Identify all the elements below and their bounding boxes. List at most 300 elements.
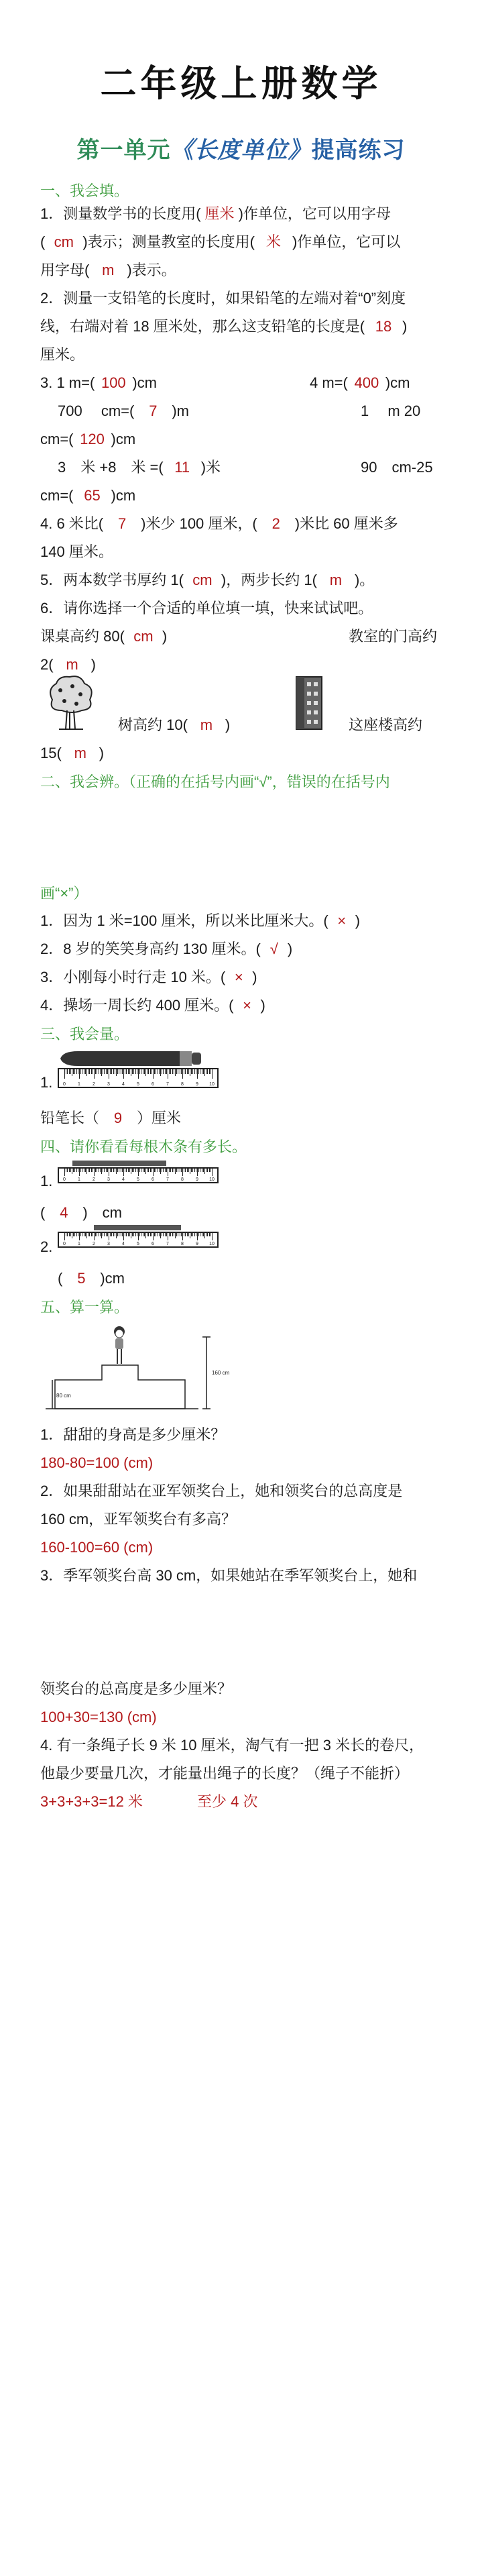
ruler-tick (150, 1169, 151, 1172)
ruler-tick (107, 1069, 108, 1074)
q3-row-4b: 90 cm-25 (361, 459, 433, 476)
ruler-tick-label: 4 (122, 1242, 125, 1246)
ruler-stick-2 (58, 1232, 219, 1248)
ruler-tick (144, 1233, 145, 1236)
ruler-tick (204, 1233, 205, 1238)
ruler-tick (132, 1069, 133, 1074)
ruler-tick-label: 2 (93, 1177, 95, 1182)
ruler-tick (139, 1169, 140, 1172)
stick-1-length: ( 4 ) cm (40, 1204, 122, 1221)
ruler-tick (76, 1233, 77, 1236)
ruler-tick-label: 5 (137, 1082, 139, 1087)
ruler-tick (145, 1233, 146, 1238)
ruler-tick (159, 1169, 160, 1172)
ruler-tick (185, 1233, 186, 1236)
ruler-tick (106, 1069, 107, 1074)
ruler-tick-label: 6 (152, 1082, 154, 1087)
ruler-tick (89, 1233, 90, 1236)
ruler-tick (123, 1069, 124, 1079)
calc-q3-line-1: 3．季军领奖台高 30 cm，如果她站在季军领奖台上，她和 (40, 1567, 418, 1584)
ruler-tick (104, 1233, 105, 1236)
ruler-tick (153, 1069, 154, 1079)
ruler-tick-label: 6 (152, 1242, 154, 1246)
ruler-tick (86, 1233, 87, 1238)
ruler-tick (64, 1233, 65, 1240)
ruler-tick (117, 1069, 118, 1074)
ruler-tick (187, 1169, 188, 1172)
calc-q2-line-1: 2．如果甜甜站在亚军领奖台上，她和领奖台的总高度是 (40, 1483, 403, 1499)
ruler-tick (169, 1069, 170, 1074)
ruler-tick (80, 1169, 81, 1172)
q3-row-1a: 3. 1 m=( 100 )cm (40, 374, 157, 391)
q3-row-5: cm=( 65 )cm (40, 487, 136, 504)
ruler-tick (204, 1169, 205, 1174)
ruler-tick (181, 1233, 182, 1236)
q6-door-a: 教室的门高约 (349, 628, 438, 645)
ruler-tick (133, 1233, 134, 1236)
ruler-tick-label: 4 (122, 1082, 125, 1087)
ruler-tick (188, 1169, 189, 1172)
page-subtitle (0, 131, 482, 164)
ruler-tick-label: 6 (152, 1177, 154, 1182)
ruler-tick (117, 1233, 118, 1236)
ruler-tick-label: 1 (78, 1242, 80, 1246)
ruler-tick (123, 1233, 124, 1240)
ruler-tick (89, 1069, 90, 1074)
q6-door-b: 2( m ) (40, 656, 96, 673)
ruler-tick (194, 1233, 195, 1236)
ruler-tick (129, 1233, 130, 1236)
ruler-tick-label: 8 (181, 1242, 184, 1246)
ruler-tick (203, 1169, 204, 1172)
ruler-tick (148, 1169, 149, 1172)
ruler-tick (79, 1233, 80, 1240)
ruler-tick-label: 0 (63, 1177, 66, 1182)
ruler-tick (144, 1069, 145, 1074)
calc-q3-line-2: 领奖台的总高度是多少厘米？ (40, 1680, 233, 1697)
ruler-tick (192, 1233, 193, 1236)
ruler-tick (198, 1169, 199, 1172)
ruler-tick (197, 1169, 198, 1176)
ruler-tick (126, 1233, 127, 1236)
ruler-tick (163, 1169, 164, 1172)
ruler-tick (94, 1233, 95, 1240)
ruler-tick (113, 1069, 114, 1074)
ruler-tick-label: 10 (209, 1082, 215, 1087)
ruler-tick (86, 1069, 87, 1076)
ruler-tick (128, 1169, 129, 1172)
ruler-tick (67, 1069, 68, 1074)
ruler-tick (73, 1233, 74, 1236)
ruler-tick (73, 1069, 74, 1074)
ruler-tick-label: 0 (63, 1082, 66, 1087)
ruler-tick (76, 1169, 77, 1172)
ruler-tick (126, 1169, 127, 1172)
q5-line: 5．两本数学书厚约 1( cm )，两步长约 1( m )。 (40, 572, 375, 588)
q6-building-b: 15( m ) (40, 745, 105, 761)
q3-row-4a: 3 米 +8 米 =( 11 )米 (58, 459, 221, 476)
ruler-tick (94, 1069, 95, 1079)
pencil-length: 铅笔长（ 9 ）厘米 (40, 1110, 182, 1126)
ruler-tick (113, 1169, 114, 1172)
ruler-tick (166, 1069, 167, 1074)
ruler-tick (91, 1233, 92, 1236)
ruler-tick (104, 1169, 105, 1172)
ruler-tick-label: 7 (166, 1177, 169, 1182)
ruler-tick (85, 1233, 86, 1236)
ruler-tick (170, 1169, 171, 1172)
ruler-tick (210, 1233, 211, 1236)
ruler-tick (159, 1069, 160, 1074)
ruler-tick (188, 1233, 189, 1236)
calc-a4-sum: 3+3+3+3=12 米 (40, 1793, 143, 1810)
ruler-tick (135, 1169, 136, 1172)
ruler-tick (79, 1069, 80, 1079)
q4-line-2: 140 厘米。 (40, 543, 113, 560)
ruler-tick (122, 1233, 123, 1236)
calc-q1: 1．甜甜的身高是多少厘米？ (40, 1426, 226, 1443)
q1-line-2: ( cm )表示；测量教室的长度用( 米 )作单位，它可以 (40, 233, 401, 250)
calc-a4-count: 至少 4 次 (197, 1793, 258, 1810)
tree-icon (43, 673, 98, 731)
ruler-tick-label: 1 (78, 1177, 80, 1182)
ruler-tick (128, 1069, 129, 1074)
ruler-tick (191, 1233, 192, 1236)
ruler-tick-label: 0 (63, 1242, 66, 1246)
ruler-tick (70, 1233, 71, 1236)
ruler-tick (100, 1069, 101, 1074)
q2-line-2: 线，右端对着 18 厘米处，那么这支铅笔的长度是( 18 ) (40, 318, 408, 335)
ruler-tick (197, 1233, 198, 1240)
ruler-tick (209, 1169, 210, 1172)
ruler-tick (153, 1233, 154, 1240)
wood-stick-1 (72, 1161, 166, 1166)
ruler-tick-label: 5 (137, 1177, 139, 1182)
ruler-tick-label: 9 (196, 1082, 198, 1087)
ruler-tick-label: 2 (93, 1242, 95, 1246)
q3-row-2b: 1 m 20 (361, 402, 421, 419)
ruler-tick (212, 1069, 213, 1079)
ruler-tick-label: 5 (137, 1242, 139, 1246)
section-3-heading: 三、我会量。 (40, 1026, 129, 1042)
ruler-tick (106, 1233, 107, 1236)
ruler-tick (69, 1169, 70, 1172)
ruler-tick (197, 1069, 198, 1079)
ruler-tick (67, 1233, 68, 1236)
ruler-tick-label: 7 (166, 1242, 169, 1246)
ruler-tick (165, 1233, 166, 1236)
ruler-tick (76, 1069, 77, 1074)
q2-line-1: 2．测量一支铅笔的长度时，如果铅笔的左端对着“0”刻度 (40, 290, 406, 307)
ruler-tick (110, 1169, 111, 1172)
q3-row-1b: 4 m=( 400 )cm (310, 374, 410, 391)
ruler-tick (198, 1233, 199, 1236)
ruler-tick (176, 1169, 177, 1172)
ruler-tick (113, 1233, 114, 1236)
ruler-tick (80, 1069, 81, 1074)
judge-1: 1．因为 1 米=100 厘米，所以米比厘米大。( × ) (40, 912, 361, 929)
ruler-stick-1 (58, 1167, 219, 1183)
judge-2: 2．8 岁的笑笑身高约 130 厘米。( √ ) (40, 941, 293, 957)
ruler-tick (170, 1069, 171, 1074)
ruler-tick (192, 1069, 193, 1074)
stick-1-number: 1. (40, 1173, 53, 1189)
ruler-tick (73, 1169, 74, 1172)
ruler-tick (138, 1169, 139, 1176)
ruler-tick (139, 1069, 140, 1074)
ruler-tick (74, 1169, 75, 1172)
ruler-tick (182, 1169, 183, 1176)
ruler-tick-label: 4 (122, 1177, 125, 1182)
ruler-tick (110, 1069, 111, 1074)
ruler-tick (207, 1169, 208, 1172)
q3-row-3: cm=( 120 )cm (40, 431, 136, 447)
ruler-tick (95, 1069, 96, 1074)
ruler-tick (117, 1169, 118, 1172)
ruler-tick (203, 1233, 204, 1236)
ruler-tick (116, 1169, 117, 1174)
subtitle-topic: 《长度单位》 (170, 138, 312, 163)
ruler-tick (191, 1169, 192, 1172)
ruler-tick (69, 1233, 70, 1236)
building-icon (294, 673, 324, 731)
ruler-tick (172, 1233, 173, 1236)
stick-2-number: 2. (40, 1238, 53, 1255)
ruler-tick (85, 1069, 86, 1074)
ruler-tick (153, 1169, 154, 1176)
calc-a1: 180-80=100 (cm) (40, 1454, 154, 1471)
calc-q4-line-1: 4. 有一条绳子长 9 米 10 厘米，淘气有一把 3 米长的卷尺， (40, 1737, 424, 1754)
ruler-tick (107, 1169, 108, 1172)
ruler-tick (107, 1233, 108, 1236)
ruler-tick (165, 1069, 166, 1074)
ruler-tick (133, 1069, 134, 1074)
ruler-tick (132, 1169, 133, 1172)
ruler-tick (70, 1069, 71, 1074)
ruler-tick (122, 1069, 123, 1074)
ruler-tick (172, 1169, 173, 1172)
ruler-tick-label: 8 (181, 1082, 184, 1087)
ruler-tick (170, 1233, 171, 1236)
ruler-tick (165, 1169, 166, 1172)
page-title: 二年级上册数学 (100, 64, 382, 104)
ruler-tick (181, 1169, 182, 1172)
ruler-tick (67, 1169, 68, 1172)
ruler-tick-label: 10 (209, 1177, 215, 1182)
ruler-tick (185, 1169, 186, 1172)
ruler-tick-label: 2 (93, 1082, 95, 1087)
ruler-tick (159, 1233, 160, 1236)
ruler-tick (163, 1069, 164, 1074)
ruler-tick-label: 9 (196, 1242, 198, 1246)
section-1-heading: 一、我会填。 (40, 182, 129, 199)
subtitle-unit: 第一单元 (76, 138, 171, 163)
q6-building-a: 这座楼高约 (349, 716, 423, 733)
ruler-tick (85, 1169, 86, 1172)
ruler-tick (175, 1069, 176, 1076)
stick-2-length: ( 5 )cm (58, 1270, 125, 1287)
label-80cm: 80 cm (56, 1393, 71, 1399)
ruler-tick (104, 1069, 105, 1074)
ruler-tick (194, 1069, 195, 1074)
ruler-tick (187, 1233, 188, 1236)
ruler-tick (150, 1069, 151, 1074)
q1-line-3: 用字母( m )表示。 (40, 262, 176, 278)
ruler-tick (94, 1169, 95, 1176)
ruler-tick (160, 1169, 161, 1174)
ruler-tick-label: 10 (209, 1242, 215, 1246)
ruler-tick (106, 1169, 107, 1172)
q6-intro: 6．请你选择一个合适的单位填一填，快来试试吧。 (40, 600, 373, 616)
pencil-icon (58, 1050, 205, 1067)
ruler-tick (111, 1233, 112, 1236)
q6-desk: 课桌高约 80( cm ) (40, 628, 168, 645)
q3-row-2a: 700 cm=( 7 )m (58, 402, 189, 419)
ruler-tick (101, 1233, 102, 1238)
ruler-tick (123, 1169, 124, 1176)
wood-stick-2 (94, 1225, 181, 1230)
ruler-tick (80, 1233, 81, 1236)
ruler-tick (148, 1069, 149, 1074)
section-4-heading: 四、请你看看每根木条有多长。 (40, 1138, 247, 1155)
ruler-tick (207, 1069, 208, 1074)
ruler-tick (70, 1169, 71, 1172)
ruler-tick (166, 1169, 167, 1172)
calc-a3: 100+30=130 (cm) (40, 1709, 157, 1725)
ruler-tick (74, 1233, 75, 1236)
ruler-tick (175, 1233, 176, 1238)
ruler-tick-label: 9 (196, 1177, 198, 1182)
ruler-tick (122, 1169, 123, 1172)
ruler-tick (166, 1233, 167, 1236)
ruler-tick (135, 1233, 136, 1236)
ruler-tick (212, 1169, 213, 1176)
judge-3: 3．小刚每小时行走 10 米。( × ) (40, 969, 257, 985)
ruler-tick (181, 1069, 182, 1074)
ruler-tick (209, 1233, 210, 1236)
ruler-tick (150, 1233, 151, 1236)
ruler-pencil (58, 1068, 219, 1088)
q1-line-1: 1．测量数学书的长度用( 厘米 )作单位，它可以用字母 (40, 205, 391, 222)
ruler-tick (192, 1169, 193, 1172)
ruler-tick (188, 1069, 189, 1074)
ruler-tick (209, 1069, 210, 1074)
ruler-tick (110, 1233, 111, 1236)
ruler-tick (95, 1169, 96, 1172)
ruler-tick (175, 1169, 176, 1174)
calc-q2-line-2: 160 cm，亚军领奖台有多高？ (40, 1511, 237, 1527)
ruler-tick (163, 1233, 164, 1236)
ruler-tick (111, 1169, 112, 1172)
measure-1-number: 1. (40, 1074, 53, 1091)
ruler-tick (74, 1069, 75, 1074)
ruler-tick (133, 1169, 134, 1172)
judge-4: 4．操场一周长约 400 厘米。( × ) (40, 997, 265, 1014)
ruler-tick (101, 1069, 102, 1076)
ruler-tick-label: 3 (107, 1082, 110, 1087)
ruler-tick (144, 1169, 145, 1172)
ruler-tick (212, 1233, 213, 1240)
ruler-tick (128, 1233, 129, 1236)
ruler-tick (95, 1233, 96, 1236)
ruler-tick (129, 1069, 130, 1074)
ruler-tick (132, 1233, 133, 1236)
ruler-tick (101, 1169, 102, 1174)
ruler-tick (69, 1069, 70, 1074)
ruler-tick-label: 1 (78, 1082, 80, 1087)
ruler-tick (64, 1069, 65, 1079)
ruler-tick (100, 1169, 101, 1172)
q4-line-1: 4. 6 米比( 7 )米少 100 厘米，( 2 )米比 60 厘米多 (40, 515, 398, 532)
ruler-tick (138, 1233, 139, 1240)
ruler-tick (172, 1069, 173, 1074)
podium-figure (44, 1325, 245, 1412)
label-160cm: 160 cm (212, 1370, 230, 1376)
ruler-tick (135, 1069, 136, 1074)
calc-a2: 160-100=60 (cm) (40, 1539, 154, 1556)
ruler-tick-label: 7 (166, 1082, 169, 1087)
ruler-tick (79, 1169, 80, 1176)
ruler-tick (154, 1069, 155, 1074)
ruler-tick (210, 1169, 211, 1172)
ruler-tick (176, 1233, 177, 1236)
ruler-tick-label: 3 (107, 1177, 110, 1182)
ruler-tick (182, 1069, 183, 1079)
ruler-tick-label: 3 (107, 1242, 110, 1246)
section-2-heading-cont: 画“×”） (40, 885, 88, 902)
q2-line-3: 厘米。 (40, 346, 85, 363)
ruler-tick (139, 1233, 140, 1236)
ruler-tick (111, 1069, 112, 1074)
calc-q4-line-2: 他最少要量几次，才能量出绳子的长度？（绳子不能折） (40, 1765, 410, 1782)
ruler-tick (145, 1069, 146, 1076)
ruler-tick (160, 1069, 161, 1076)
ruler-tick (191, 1069, 192, 1074)
ruler-tick (116, 1233, 117, 1238)
ruler-tick (148, 1233, 149, 1236)
ruler-tick (91, 1069, 92, 1074)
ruler-tick (176, 1069, 177, 1074)
section-5-heading: 五、算一算。 (40, 1299, 129, 1316)
q6-tree: 树高约 10( m ) (118, 716, 231, 733)
ruler-tick (204, 1069, 205, 1076)
ruler-tick (194, 1169, 195, 1172)
ruler-tick (126, 1069, 127, 1074)
ruler-tick (203, 1069, 204, 1074)
section-2-heading: 二、我会辨。（正确的在括号内画“√”，错误的在括号内 (40, 773, 390, 790)
ruler-tick-label: 8 (181, 1177, 184, 1182)
ruler-tick (129, 1169, 130, 1172)
ruler-tick (160, 1233, 161, 1238)
ruler-tick (187, 1069, 188, 1074)
ruler-tick (185, 1069, 186, 1074)
ruler-tick (198, 1069, 199, 1074)
ruler-tick (210, 1069, 211, 1074)
ruler-tick (64, 1169, 65, 1176)
ruler-tick (154, 1233, 155, 1236)
ruler-tick (207, 1233, 208, 1236)
ruler-tick (169, 1169, 170, 1172)
ruler-tick (138, 1069, 139, 1079)
girl-icon (114, 1326, 125, 1364)
ruler-tick (154, 1169, 155, 1172)
ruler-tick (182, 1233, 183, 1240)
ruler-tick (91, 1169, 92, 1172)
ruler-tick (86, 1169, 87, 1174)
ruler-tick (89, 1169, 90, 1172)
ruler-tick (100, 1233, 101, 1236)
ruler-tick (116, 1069, 117, 1076)
